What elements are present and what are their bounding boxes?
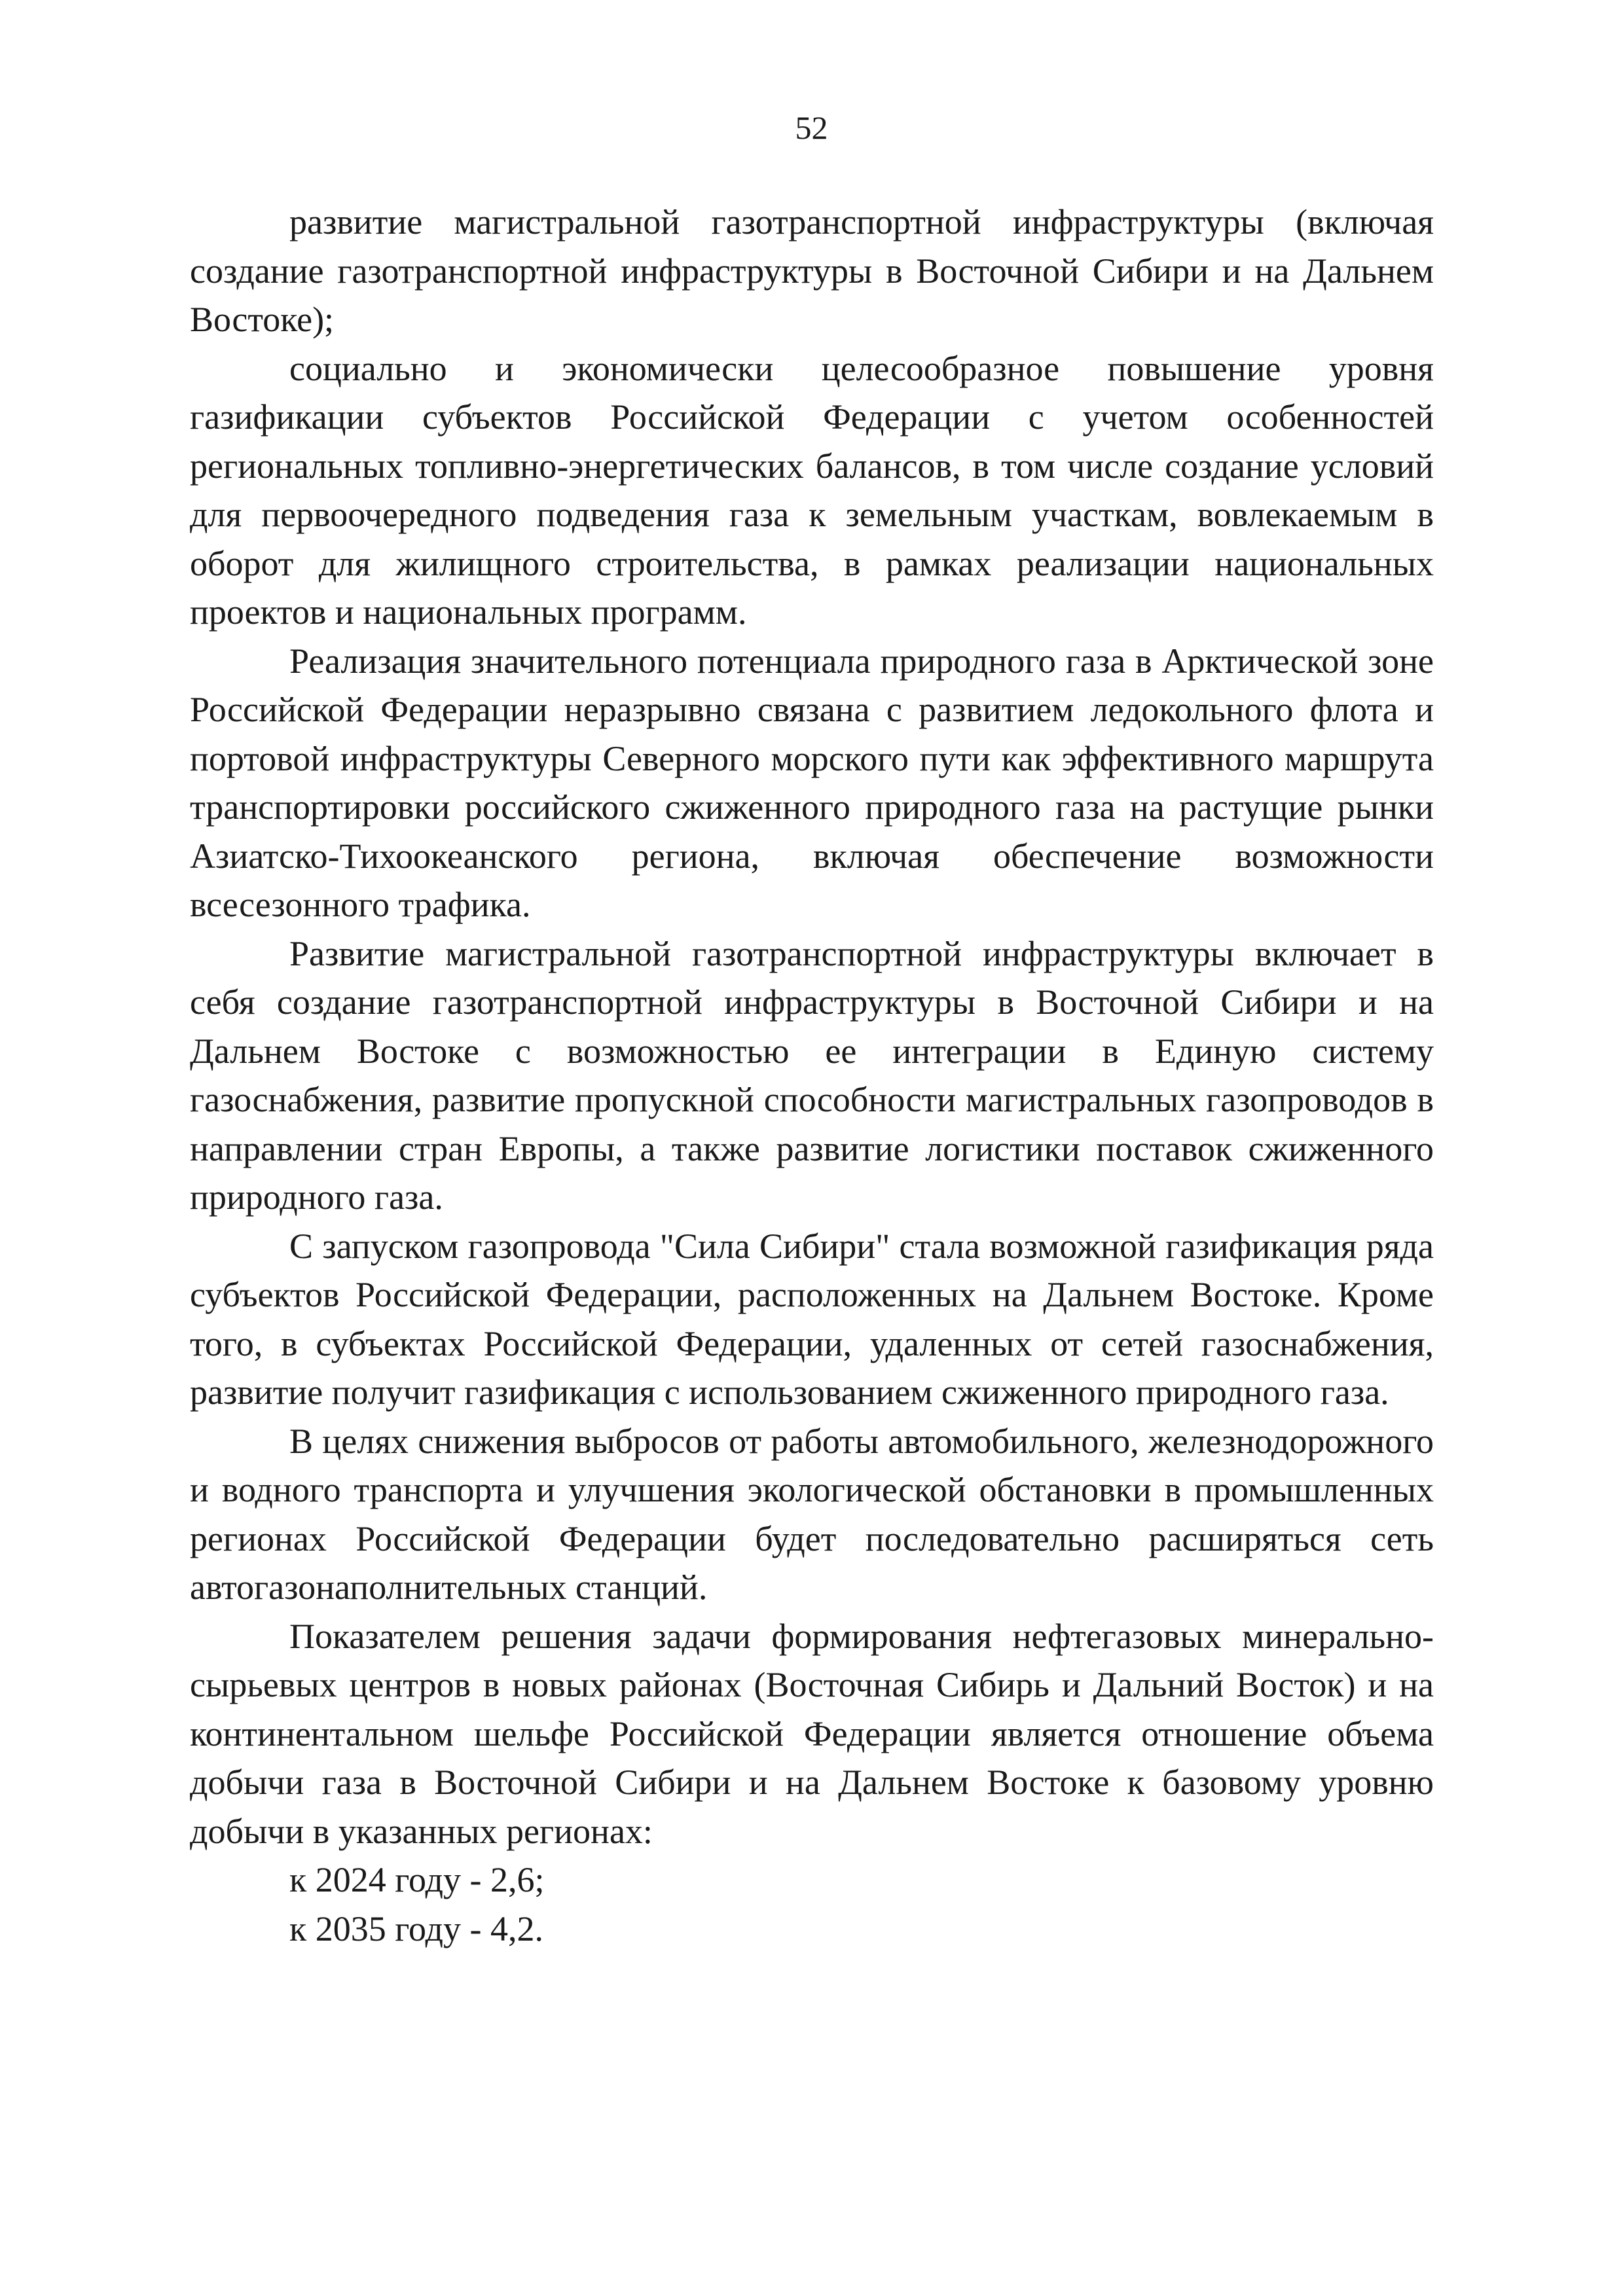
paragraph-indicator: Показателем решения задачи формирования нефтегазовых минерально-сырьевых центров в новых районах (Восточная Сибирь и Дальний Восток) и на континентальном шельфе Российской Федерации является отношение объема добычи газа в Восточной Сибири и на Дальнем Востоке к базовому уровню добычи в указанных регионах:: [190, 1616, 1434, 1851]
paragraph-gas-infrastructure-item: развитие магистральной газотранспортной инфраструктуры (включая создание газотранспортной инфраструктуры в Восточной Сибири и на Дальнем Востоке);: [190, 202, 1434, 339]
paragraph-power-of-siberia: С запуском газопровода "Сила Сибири" стала возможной газификация ряда субъектов Российской Федерации, расположенных на Дальнем Востоке. Кроме того, в субъектах Российской Федерации, удаленных от сетей газоснабжения, развитие получит газификация с использованием сжиженного природного газа.: [190, 1226, 1434, 1412]
paragraph-emissions-reduction: В целях снижения выбросов от работы автомобильного, железнодорожного и водного транспорта и улучшения экологической обстановки в промышленных регионах Российской Федерации будет последовательно расширяться сеть автогазонаполнительных станций.: [190, 1421, 1434, 1607]
target-2024: к 2024 году - 2,6;: [289, 1860, 545, 1899]
document-body: [190, 198, 1434, 1953]
paragraph-trunk-pipeline-development: Развитие магистральной газотранспортной инфраструктуры включает в себя создание газотранспортной инфраструктуры в Восточной Сибири и на Дальнем Востоке с возможностью ее интеграции в Единую систему газоснабжения, развитие пропускной способности магистральных газопроводов в направлении стран Европы, а также развитие логистики поставок сжиженного природного газа.: [190, 933, 1434, 1217]
page-number: 52: [795, 109, 828, 146]
paragraph-arctic-lng: Реализация значительного потенциала природного газа в Арктической зоне Российской Федерации неразрывно связана с развитием ледокольного флота и портовой инфраструктуры Северного морского пути как эффективного маршрута транспортировки российского сжиженного природного газа на растущие рынки Азиатско-Тихоокеанского региона, включая обеспечение возможности всесезонного трафика.: [190, 641, 1434, 924]
paragraph-gasification-item: социально и экономически целесообразное повышение уровня газификации субъектов Российской Федерации с учетом особенностей региональных топливно-энергетических балансов, в том числе создание условий для первоочередного подведения газа к земельным участкам, вовлекаемым в оборот для жилищного строительства, в рамках реализации национальных проектов и национальных программ.: [190, 348, 1434, 632]
target-2035: к 2035 году - 4,2.: [289, 1909, 543, 1948]
